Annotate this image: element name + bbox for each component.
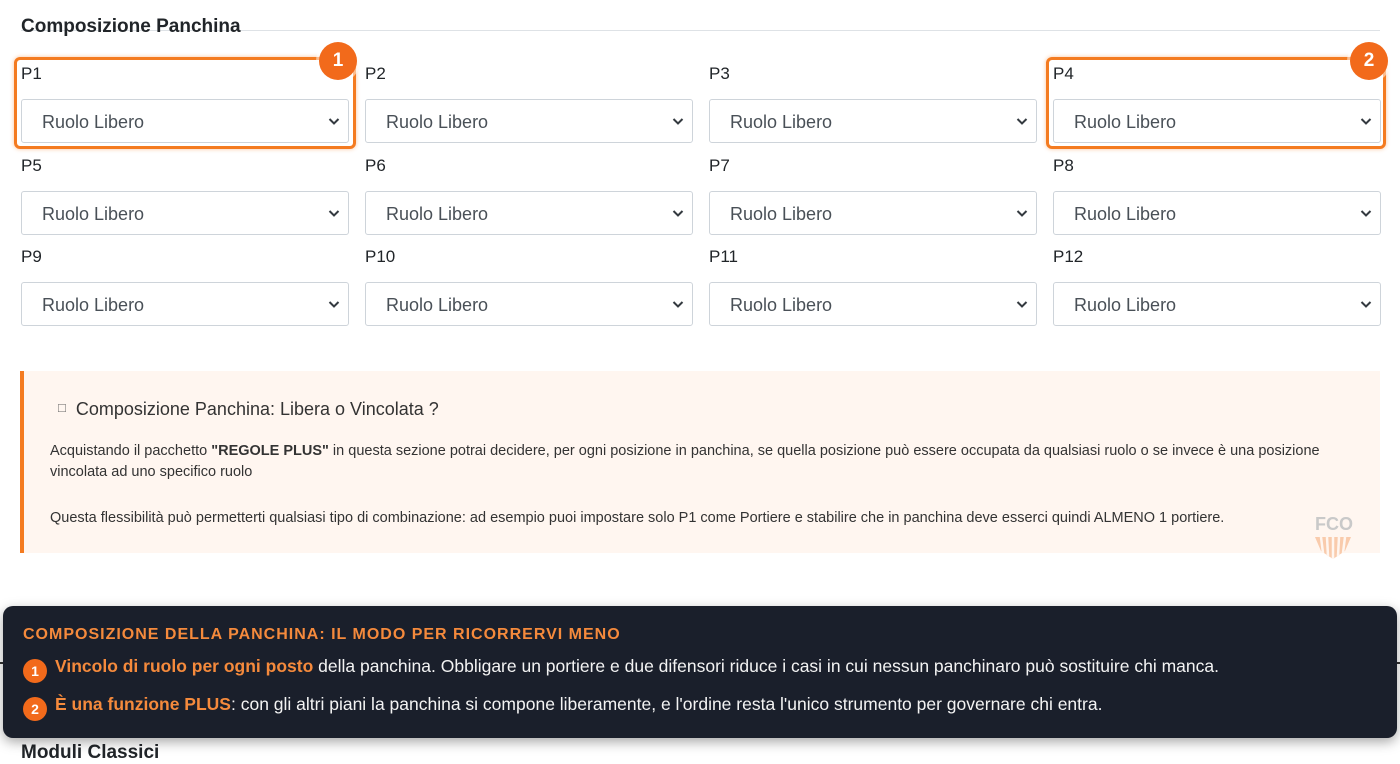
info-paragraph-1 (50, 441, 1320, 483)
select-value: Ruolo Libero (1074, 112, 1177, 132)
callout-badge-1: 1 (23, 659, 47, 683)
callout-item-2 (23, 693, 1102, 721)
bench-slot-p10 (365, 247, 693, 315)
bench-slot-p3 (709, 64, 1037, 132)
callout-item-2-highlight: È una funzione PLUS (55, 694, 231, 714)
chevron-down-icon (1360, 115, 1372, 127)
slot-label: P10 (365, 247, 396, 266)
slot-label: P11 (709, 247, 738, 266)
info-p1-before: Acquistando il pacchetto (50, 443, 212, 459)
slot-label: P7 (709, 156, 730, 175)
role-select-p12[interactable] (1053, 282, 1381, 326)
select-value: Ruolo Libero (1074, 204, 1177, 224)
slot-label: P1 (21, 64, 42, 83)
chevron-down-icon (328, 207, 340, 219)
slot-label: P3 (709, 64, 730, 83)
slot-label: P2 (365, 64, 386, 83)
info-box (20, 371, 1380, 553)
select-value: Ruolo Libero (1074, 295, 1177, 315)
info-paragraph-2: Questa flessibilità può permetterti qualsiasi tipo di combinazione: ad esempio puoi impostare solo P1 come Portiere e stabilire che in panchina deve esserci quindi ALMENO 1 portiere. (50, 510, 1225, 526)
slot-label: P4 (1053, 64, 1074, 83)
callout-item-1-highlight: Vincolo di ruolo per ogni posto (55, 656, 314, 676)
chevron-down-icon (328, 115, 340, 127)
bench-slot-p2 (365, 64, 693, 132)
info-icon: □ (58, 400, 66, 415)
info-p1-after: in questa sezione potrai decidere, per ogni posizione in panchina, se quella posizione può essere occupata da qualsiasi ruolo o se invece è una posizione vincolata ad uno specifico ruolo (50, 443, 1320, 480)
select-value: Ruolo Libero (42, 112, 145, 132)
bench-slot-p7 (709, 156, 1037, 224)
section-title: Composizione Panchina (21, 16, 241, 37)
bench-slot-p12 (1053, 247, 1381, 315)
info-title-text: Composizione Panchina: Libera o Vincolata ? (75, 399, 439, 419)
slot-label: P12 (1053, 247, 1084, 266)
chevron-down-icon (1016, 115, 1028, 127)
chevron-down-icon (1360, 298, 1372, 310)
next-section-title: Moduli Classici (21, 742, 160, 763)
role-select-p9[interactable] (21, 282, 349, 326)
select-value: Ruolo Libero (730, 112, 833, 132)
info-title (58, 397, 439, 420)
role-select-p11[interactable] (709, 282, 1037, 326)
bench-slot-p5 (21, 156, 349, 224)
callout-badge-2: 2 (23, 697, 47, 721)
role-select-p3[interactable] (709, 99, 1037, 143)
slot-label: P9 (21, 247, 42, 266)
chevron-down-icon (1016, 207, 1028, 219)
explanation-callout (3, 606, 1397, 738)
chevron-down-icon (1016, 298, 1028, 310)
bench-slot-p6 (365, 156, 693, 224)
slot-label: P8 (1053, 156, 1074, 175)
chevron-down-icon (328, 298, 340, 310)
select-value: Ruolo Libero (42, 204, 145, 224)
select-value: Ruolo Libero (730, 204, 833, 224)
select-value: Ruolo Libero (386, 204, 489, 224)
bench-slot-p9 (21, 247, 349, 315)
annotation-badge-2: 2 (1350, 42, 1388, 80)
role-select-p6[interactable] (365, 191, 693, 235)
role-select-p5[interactable] (21, 191, 349, 235)
bench-slot-p11 (709, 247, 1037, 315)
fco-logo (1311, 513, 1355, 563)
select-value: Ruolo Libero (730, 295, 833, 315)
slot-label: P6 (365, 156, 386, 175)
role-select-p7[interactable] (709, 191, 1037, 235)
bench-slot-p8 (1053, 156, 1381, 224)
chevron-down-icon (672, 207, 684, 219)
role-select-p8[interactable] (1053, 191, 1381, 235)
callout-item-2-text: : con gli altri piani la panchina si compone liberamente, e l'ordine resta l'unico strumento per governare chi entra. (230, 694, 1103, 714)
callout-title: COMPOSIZIONE DELLA PANCHINA: IL MODO PER RICORRERVI MENO (23, 626, 621, 643)
annotation-badge-1: 1 (319, 42, 357, 80)
callout-item-1 (23, 655, 1219, 683)
bench-slot-p4 (1053, 64, 1381, 132)
role-select-p10[interactable] (365, 282, 693, 326)
role-select-p4[interactable] (1053, 99, 1381, 143)
slot-label: P5 (21, 156, 42, 175)
role-select-p1[interactable] (21, 99, 349, 143)
fco-logo-text: FCO (1315, 514, 1353, 534)
select-value: Ruolo Libero (42, 295, 145, 315)
select-value: Ruolo Libero (386, 112, 489, 132)
chevron-down-icon (672, 115, 684, 127)
select-value: Ruolo Libero (386, 295, 489, 315)
role-select-p2[interactable] (365, 99, 693, 143)
info-p1-bold: "REGOLE PLUS" (211, 443, 329, 459)
chevron-down-icon (672, 298, 684, 310)
callout-item-1-text: della panchina. Obbligare un portiere e due difensori riduce i casi in cui nessun panchinaro può sostituire chi manca. (313, 656, 1219, 676)
chevron-down-icon (1360, 207, 1372, 219)
bench-slot-p1 (21, 64, 349, 132)
